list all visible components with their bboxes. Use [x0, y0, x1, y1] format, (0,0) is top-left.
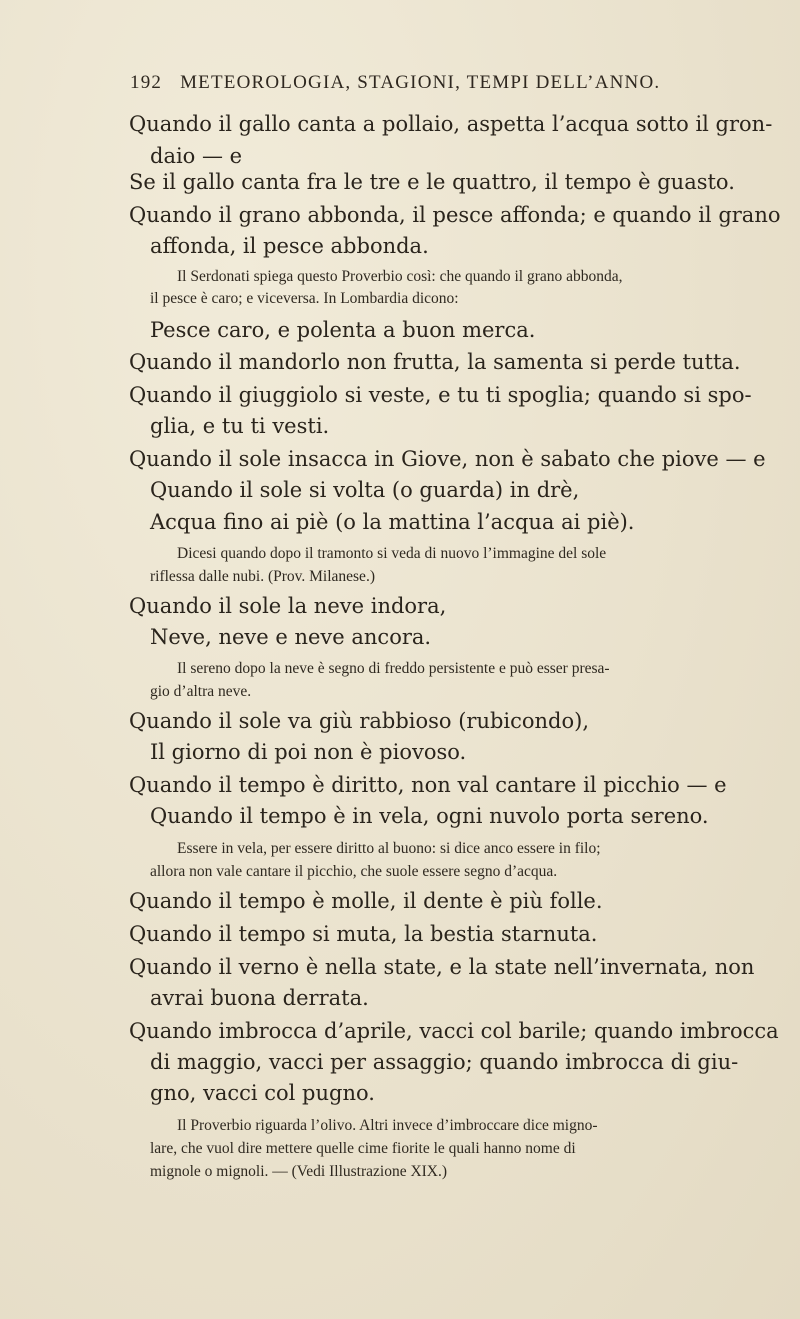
- text-line: Se il gallo canta fra le tre e le quattro, il tempo è guasto.: [129, 170, 735, 194]
- text-line: Pesce caro, e polenta a buon merca.: [150, 318, 536, 342]
- note-line: allora non vale cantare il picchio, che suole essere segno d’acqua.: [150, 863, 558, 880]
- note-line: riflessa dalle nubi. (Prov. Milanese.): [150, 568, 375, 585]
- text-line: Quando il sole si volta (o guarda) in drè,: [150, 478, 580, 502]
- text-line: daio — e: [150, 144, 243, 168]
- text-line: Quando il giuggiolo si veste, e tu ti spoglia; quando si spo-: [129, 383, 752, 407]
- text-line: affonda, il pesce abbonda.: [150, 234, 429, 258]
- text-line: avrai buona derrata.: [150, 986, 369, 1010]
- text-line: Quando il tempo è diritto, non val cantare il picchio — e: [129, 773, 727, 797]
- text-line: Quando il tempo è molle, il dente è più folle.: [129, 889, 603, 913]
- text-line: Quando il sole insacca in Giove, non è sabato che piove — e: [129, 447, 766, 471]
- text-line: Il giorno di poi non è piovoso.: [150, 740, 467, 764]
- page-number: 192: [130, 72, 163, 93]
- note-line: il pesce è caro; e viceversa. In Lombardia dicono:: [150, 290, 459, 307]
- text-line: gno, vacci col pugno.: [150, 1081, 375, 1105]
- text-line: Quando il mandorlo non frutta, la samenta si perde tutta.: [129, 350, 741, 374]
- text-line: Quando il verno è nella state, e la state nell’invernata, non: [129, 955, 755, 979]
- text-line: Quando il sole la neve indora,: [129, 594, 447, 618]
- running-header: [130, 72, 660, 94]
- note-line: gio d’altra neve.: [150, 683, 252, 700]
- note-line: Il sereno dopo la neve è segno di freddo persistente e può esser presa-: [177, 660, 610, 677]
- text-line: Quando il tempo si muta, la bestia starnuta.: [129, 922, 598, 946]
- text-line: Quando il sole va giù rabbioso (rubicondo),: [129, 709, 590, 733]
- note-line: Il Proverbio riguarda l’olivo. Altri invece d’imbroccare dice migno-: [177, 1117, 598, 1134]
- text-line: Neve, neve e neve ancora.: [150, 625, 432, 649]
- note-line: Il Serdonati spiega questo Proverbio così: che quando il grano abbonda,: [177, 268, 623, 285]
- text-line: Quando il grano abbonda, il pesce affonda; e quando il grano: [129, 203, 781, 227]
- note-line: Essere in vela, per essere diritto al buono: si dice anco essere in filo;: [177, 840, 601, 857]
- note-line: Dicesi quando dopo il tramonto si veda di nuovo l’immagine del sole: [177, 545, 607, 562]
- text-line: Quando il gallo canta a pollaio, aspetta l’acqua sotto il gron-: [129, 112, 773, 136]
- text-line: glia, e tu ti vesti.: [150, 414, 330, 438]
- running-title: METEOROLOGIA, STAGIONI, TEMPI DELL’ANNO.: [180, 72, 661, 93]
- note-line: lare, che vuol dire mettere quelle cime fiorite le quali hanno nome di: [150, 1140, 576, 1157]
- text-line: Quando il tempo è in vela, ogni nuvolo porta sereno.: [150, 804, 709, 828]
- note-line: mignole o mignoli. — (Vedi Illustrazione XIX.): [150, 1163, 448, 1180]
- text-line: Acqua fino ai piè (o la mattina l’acqua ai piè).: [150, 510, 635, 534]
- text-line: Quando imbrocca d’aprile, vacci col barile; quando imbrocca: [129, 1019, 779, 1043]
- text-line: di maggio, vacci per assaggio; quando imbrocca di giu-: [150, 1050, 739, 1074]
